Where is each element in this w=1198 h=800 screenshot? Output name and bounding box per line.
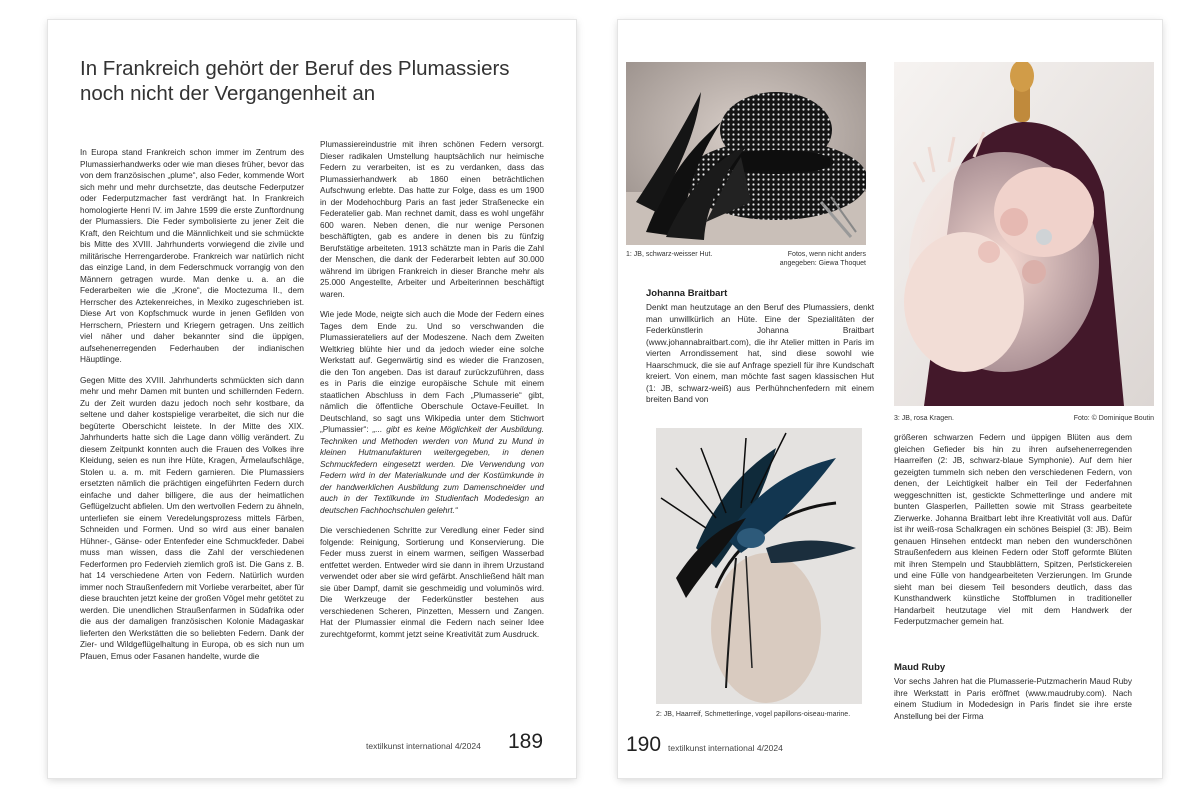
- page-189: [48, 20, 576, 778]
- running-footer: textilkunst international 4/2024: [366, 741, 481, 751]
- page-number: 189: [508, 730, 544, 753]
- photo-caption: 1: JB, schwarz-weisser Hut.: [626, 251, 713, 258]
- page-190: [618, 20, 1162, 778]
- paragraph-text: Wie jede Mode, neigte sich auch die Mode der Federn eines Tages dem Ende zu. Und so verschwanden die Plumassierateliers auf der Modeszene. Nach dem Zweiten Weltkrieg blühte hier und da jedoch wieder eine solche Werkstatt auf. Gegenwärtig sind es wieder die Franzosen, die den Ton angeben. Das ist darauf zurückzuführen, dass es in Paris die einzige europäische Schule mit einem staatlichen Abschluss in dem Fach „Plumasserie“ gibt, nämlich die öffentliche Oberschule Octave-Feuillet. In Deutschland, so sagt uns Wikipedia unter dem Stichwort „Plumassier“:: [320, 310, 544, 434]
- paragraph: Plumassiereindustrie mit ihren schönen Federn versorgt. Dieser radikalen Umstellung hauptsächlich nur heimische Federn zu verarbeiten, ist es zu verdanken, dass das Plumassierhandwerk ab 1860 einen beträchtlichen Aufschwung erlebte. Das hatte zur Folge, dass es um 1900 in der Modehochburg Paris an fast jeder Straßenecke ein Federatelier gab. Man rechnet damit, dass es wohl ungefähr 600 waren. Neben denen, die nur wenige Personen beschäftigten, gab es andere in denen bis zu fünfzig Berufstätige arbeiteten. 1913 schätzte man in Paris die Zahl der Menschen, die dank der Federarbeit lebten auf 30.000 während im übrigen Frankreich in dieser Branche mehr als 25.000 Angestellte, Arbeiter und Arbeiterinnen beschäftigt waren.: [320, 140, 544, 299]
- text-column-2: [320, 139, 544, 640]
- paragraph: Die verschiedenen Schritte zur Veredlung einer Feder sind folgende: Reinigung, Sortierung und Konservierung. Die Feder muss zuerst in einem warmen, seifigen Wasserbad entfettet werden. Entweder wird sie dann in ihrem Urzustand verwendet oder aber sie wird gefärbt. Anschließend hält man sie über Dampf, damit sie geschmeidig und voluminös wird. Die Werkzeuge der Federkünstler bestehen aus verschiedenen Scheren, Pinzetten, Messern und Zangen. Hat der Plumassier einmal die Federn nach seiner Idee zurechtgeformt, kommt jetzt seine Kreativität zum Ausdruck.: [320, 526, 544, 639]
- running-footer: textilkunst international 4/2024: [668, 743, 783, 753]
- paragraph: Vor sechs Jahren hat die Plumasserie-Putzmacherin Maud Ruby ihre Werkstatt in Paris eröffnet (www.maudruby.com). Nach einem Studium in Modedesign in Paris findet sie ihre erste Anstellung bei der Firma: [894, 677, 1132, 721]
- paragraph: Gegen Mitte des XVIII. Jahrhunderts schmückten sich dann mehr und mehr Damen mit bunten und schillernden Federn. Zu der Zeit wurden dazu jedoch noch sehr kostbare, da seltene und daher kostspielige verarbeitet, die sich nur die begüterte Oberschicht leistete. In der Mitte des XIX. Jahrhunderts hatte sich die Lage dann völlig verändert. Zu diesem Zeitpunkt konnten auch die Frauen des Volkes ihre Kleidung, seien es nun ihre Hüte, Kragen, Ärmelaufschläge, Stolen u. a. m. mit Federn garnieren. Die Plumassiers ersetzten nämlich die prächtigen eingeführten Federn durch einfache und daher billigere, die aus der heimatlichen Geflügelzucht abfielen. Um den wertvollen Federn zu ähneln, unterliefen sie einem Veredelungsprozess mittels Färben, Schneiden und Formen. Und so wird aus einer banalen Hühner-, Gänse- oder Entenfeder eine Schmuckfeder. Dabei muss man wissen, dass die Zahl der verschiedenen Federformen pro Federvieh ziemlich groß ist. Die Gans z. B. hat 14 verschiedene Arten von Federn. Natürlich wurden immer noch Straußenfedern mit Vorliebe verarbeitet, aber für diese brauchten jetzt keine der großen Vögel mehr getötet zu werden. Die unendlichen Straußenfarmen in Südafrika oder die aus der damaligen französischen Kolonie Madagaskar lieferten den Werkstätten die so beliebten Federn. Dank der Zier- und Wildgeflügelhaltung in Europa, ob es sich nun um Pfauen, Emus oder Fasanen handelte, wurde die: [80, 375, 304, 661]
- text-column-2: [894, 432, 1132, 628]
- paragraph: größeren schwarzen Federn und üppigen Blüten aus dem gleichen Gefieder bis hin zu ihren aufsehenerregenden Haarreifen (2: JB, schwarz-blaue Symphonie). Auf dem hier gezeigten tummeln sich neben den verschiedenen Federn, von denen, der Leichtigkeit halber ein Teil der Federfahnen weggeschnitten ist, gestickte Schmetterlinge und andere mit bunten Glasperlen, Pailletten sowie mit Strass gearbeitete Zierwerke. Johanna Braitbart lebt ihre Kreativität voll aus. Dafür ist ihr weiß-rosa Schalkragen ein schönes Beispiel (3: JB). Beim genauen Hinsehen entdeckt man neben den wunderschönen Straußenfedern aus kleinen Federn oder Stoff geformte Blüten mit ihren Stempeln und Staubblättern, Spitzen, Perlstickereien und eine Fülle von handgearbeiteten Verzierungen. Im Grunde sieht man bei diesem Teil besonders deutlich, dass das Kunsthandwerk künstliche Stoffblumen in traditioneller Handarbeit heutzutage viel mit dem Handwerk der Federputzmacher gemein hat.: [894, 433, 1132, 626]
- photo-caption: 2: JB, Haarreif, Schmetterlinge, vogel papillons-oiseau-marine.: [656, 711, 851, 718]
- section-heading: Maud Ruby: [894, 662, 946, 673]
- photo-pink-collar: [894, 62, 1154, 406]
- article-headline: In Frankreich gehört der Beruf des Plumassiers noch nicht der Vergangenheit an: [80, 57, 510, 105]
- text-column-3: [894, 676, 1132, 722]
- paragraph: In Europa stand Frankreich schon immer im Zentrum des Plumassierhandwerks oder wie man dieses früher, bevor das von dem französischen „plume“, also Feder, kommende Wort sich mehr und mehr durchsetzte, das deutsche Federputzer oder Federputzmacher fast verdrängt hat. In Frankreich homologierte Henri IV. im Jahre 1599 die erste Zunftordnung der Plumassiers. Die Feder symbolisierte zu jener Zeit die Kraft, den Reichtum und die Männlichkeit und sie schmückte bis Mitte des XVIII. Jahrhunderts vorwiegend die zivile und militärische Herrengarderobe. Frankreich war natürlich nicht das einzige Land, in dem Federschmuck vorrangig von den Männern getragen wurde. Man denke u. a. an die Federarbeiten wie die „Krone“, die Moctezuma II., dem Herrscher des Aztekenreiches, in Mexiko zugeschrieben ist. Diese Art von Kopfschmuck wurde in jenen Gefilden von Herrschern, Priestern und Kriegern getragen. Uns zeitlich viel näher und daher bekannter sind die üppigen, aufsehenerregenden Federhauben der indianischen Häuptlinge.: [80, 148, 304, 364]
- paragraph: Denkt man heutzutage an den Beruf des Plumassiers, denkt man unwillkürlich an Hüte. Eine der Spezialitäten der Federkünstlerin Johanna Braitbart (www.johannabraitbart.com), die ihr Atelier mitten in Paris im vierten Arrondissement hat, sind diese sowohl wie Haarschmuck, die sie auf Anfrage speziell für ihre Kundschaft kreiert. Von einem, man möchte fast sagen klassischen Hut (1: JB, schwarz-weiß) aus Perlhühnchenfedern mit einem breiten Band von: [646, 303, 874, 404]
- text-column-1: [80, 147, 304, 662]
- text-column-1: [646, 302, 874, 406]
- page-number: 190: [626, 733, 662, 756]
- wikipedia-quote: „... gibt es keine Möglichkeit der Ausbildung. Techniken und Methoden werden von Mund zu Mund in kleinen Hutmanufakturen weitergegeben, in denen Schmuckfedern eingesetzt werden. Die Verwendung von Federn wird in der Materialkunde und der Kostümkunde in der handwerklichen Ausbildung zum Damenschneider und auch in der Textilkunde im Studienfach Modedesign an deutschen Fachhochschulen gelehrt.“: [320, 425, 544, 515]
- paragraph: [320, 309, 544, 516]
- photo-credit: Foto: © Dominique Boutin: [1073, 415, 1154, 422]
- photo-feather-hairpiece: [656, 428, 862, 704]
- photo-black-white-hat: [626, 62, 866, 245]
- photo-credit: Fotos, wenn nicht anders angegeben: Giewa Thoquet: [779, 251, 866, 267]
- section-heading: Johanna Braitbart: [646, 288, 728, 299]
- photo-caption: 3: JB, rosa Kragen.: [894, 415, 954, 422]
